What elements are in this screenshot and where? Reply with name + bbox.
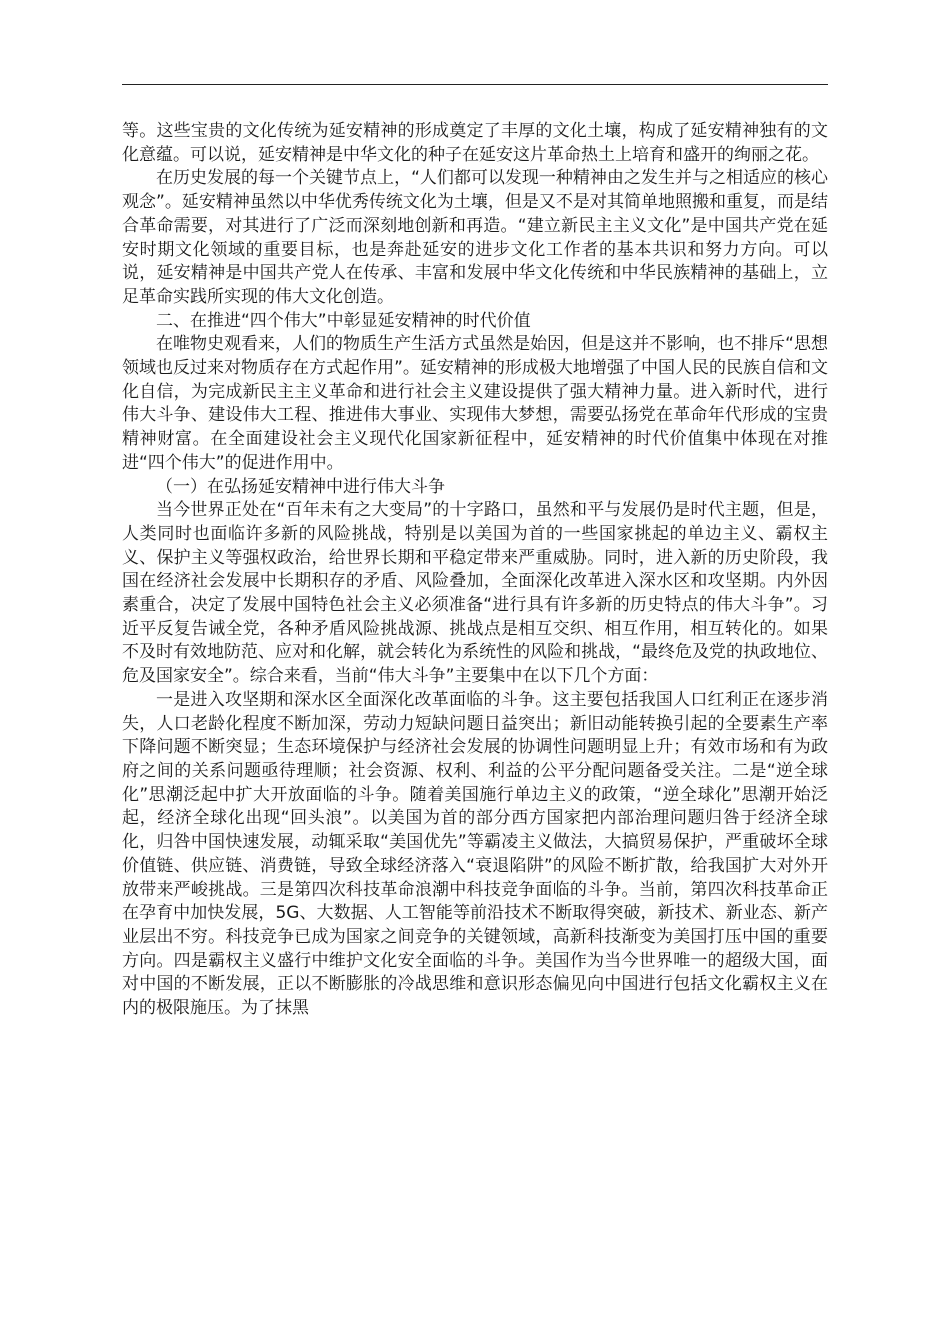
subsection-heading: （一）在弘扬延安精神中进行伟大斗争 [156, 476, 445, 497]
paragraph: 当今世界正处在“百年未有之大变局”的十字路口，虽然和平与发展仍是时代主题，但是，人类同时也面临许多新的风险挑战，特别是以美国为首的一些国家挑起的单边主义、霸权主义、保护主义等强权政治，给世界长期和平稳定带来严重威胁。同时，进入新的历史阶段，我国在经济社会发展中长期积存的矛盾、风险叠加，全面深化改革进入深水区和攻坚期。内外因素重合，决定了发展中国特色社会主义必须准备“进行具有许多新的历史特点的伟大斗争”。习近平反复告诫全党，各种矛盾风险挑战源、挑战点是相互交织、相互作用，相互转化的。如果不及时有效地防范、应对和化解，就会转化为系统性的风险和挑战，“最终危及党的执政地位、危及国家安全”。综合来看，当前“伟大斗争”主要集中在以下几个方面： [122, 500, 828, 687]
paragraph: 一是进入攻坚期和深水区全面深化改革面临的斗争。这主要包括我国人口红利正在逐步消失，人口老龄化程度不断加深，劳动力短缺问题日益突出；新旧动能转换引起的全要素生产率下降问题不断突显；生态环境保护与经济社会发展的协调性问题明显上升；有效市场和有为政府之间的关系问题亟待理顺；社会资源、权利、利益的公平分配问题备受关注。二是“逆全球化”思潮泛起中扩大开放面临的斗争。随着美国施行单边主义的政策，“逆全球化”思潮开始泛起，经济全球化出现“回头浪”。以美国为首的部分西方国家把内部治理问题归咎于经济全球化，归咎中国快速发展，动辄采取“美国优先”等霸凌主义做法，大搞贸易保护，严重破坏全球价值链、供应链、消费链，导致全球经济落入“衰退陷阱”的风险不断扩散，给我国扩大对外开放带来严峻挑战。三是第四次科技革命浪潮中科技竞争面临的斗争。当前，第四次科技革命正在孕育中加快发展，5G、大数据、人工智能等前沿技术不断取得突破，新技术、新业态、新产业层出不穷。科技竞争已成为国家之间竞争的关键领域，高新科技渐变为美国打压中国的重要方向。四是霸权主义盛行中维护文化安全面临的斗争。美国作为当今世界唯一的超级大国，面对中国的不断发展，正以不断膨胀的冷战思维和意识形态偏见向中国进行包括文化霸权主义在内的极限施压。为了抹黑 [122, 689, 828, 1019]
header-rule [122, 84, 828, 85]
paragraph: 在唯物史观看来，人们的物质生产生活方式虽然是始因，但是这并不影响，也不排斥“思想领域也反过来对物质存在方式起作用”。延安精神的形成极大地增强了中国人民的民族自信和文化自信，为完成新民主主义革命和进行社会主义建设提供了强大精神力量。进入新时代，进行伟大斗争、建设伟大工程、推进伟大事业、实现伟大梦想，需要弘扬党在革命年代形成的宝贵精神财富。在全面建设社会主义现代化国家新征程中，延安精神的时代价值集中体现在对推进“四个伟大”的促进作用中。 [122, 334, 828, 473]
paragraph-continuation: 等。这些宝贵的文化传统为延安精神的形成奠定了丰厚的文化土壤，构成了延安精神独有的文化意蕴。可以说，延安精神是中华文化的种子在延安这片革命热土上培育和盛开的绚丽之花。 [122, 121, 828, 165]
body-text [122, 120, 828, 1021]
section-heading: 二、在推进“四个伟大”中彰显延安精神的时代价值 [156, 310, 531, 331]
paragraph: 在历史发展的每一个关键节点上，“人们都可以发现一种精神由之发生并与之相适应的核心观念”。延安精神虽然以中华优秀传统文化为土壤，但是又不是对其简单地照搬和重复，而是结合革命需要，对其进行了广泛而深刻地创新和再造。“建立新民主主义文化”是中国共产党在延安时期文化领域的重要目标，也是奔赴延安的进步文化工作者的基本共识和努力方向。可以说，延安精神是中国共产党人在传承、丰富和发展中华文化传统和中华民族精神的基础上，立足革命实践所实现的伟大文化创造。 [122, 168, 828, 307]
